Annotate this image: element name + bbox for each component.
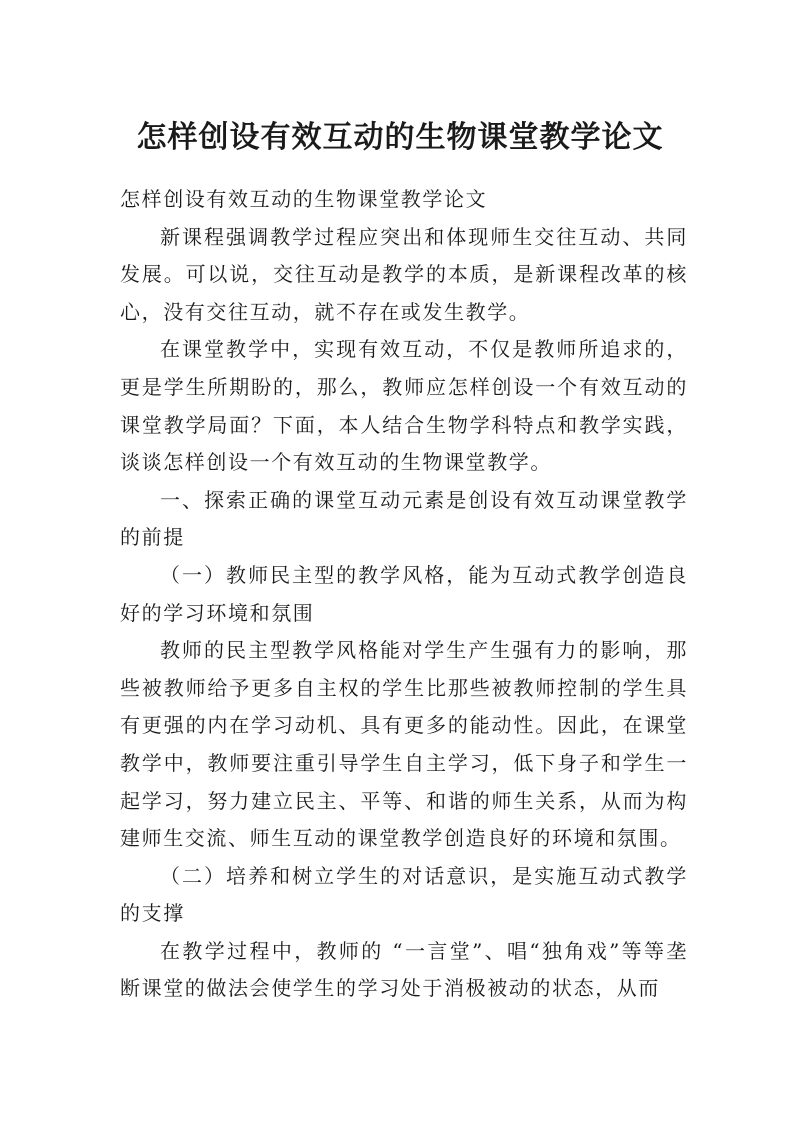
document-body — [120, 181, 688, 1008]
document-title: 怎样创设有效互动的生物课堂教学论文 — [136, 120, 664, 156]
subsection-heading: （二）培养和树立学生的对话意识，是实施互动式教学的支撑 — [120, 863, 688, 926]
body-paragraph: 教师的民主型教学风格能对学生产生强有力的影响，那些被教师给予更多自主权的学生比那些被教师控制的学生具有更强的内在学习动机、具有更多的能动性。因此，在课堂教学中，教师要注重引导学生自主学习，低下身子和学生一起学习，努力建立民主、平等、和谐的师生关系，从而为构建师生交流、师生互动的课堂教学创造良好的环境和氛围。 — [120, 638, 688, 851]
subtitle-paragraph: 怎样创设有效互动的生物课堂教学论文 — [120, 187, 488, 211]
subsection-heading: （一）教师民主型的教学风格，能为互动式教学创造良好的学习环境和氛围 — [120, 562, 688, 625]
body-paragraph: 在课堂教学中，实现有效互动，不仅是教师所追求的，更是学生所期盼的，那么，教师应怎样创设一个有效互动的课堂教学局面？下面，本人结合生物学科特点和教学实践，谈谈怎样创设一个有效互动的生物课堂教学。 — [120, 337, 688, 475]
section-heading: 一、探索正确的课堂互动元素是创设有效互动课堂教学的前提 — [120, 487, 688, 550]
body-paragraph: 在教学过程中，教师的 “一言堂”、唱“独角戏”等等垄断课堂的做法会使学生的学习处于消极被动的状态，从而 — [120, 938, 688, 1001]
body-paragraph: 新课程强调教学过程应突出和体现师生交往互动、共同发展。可以说，交往互动是教学的本质，是新课程改革的核心，没有交往互动，就不存在或发生教学。 — [120, 224, 688, 324]
